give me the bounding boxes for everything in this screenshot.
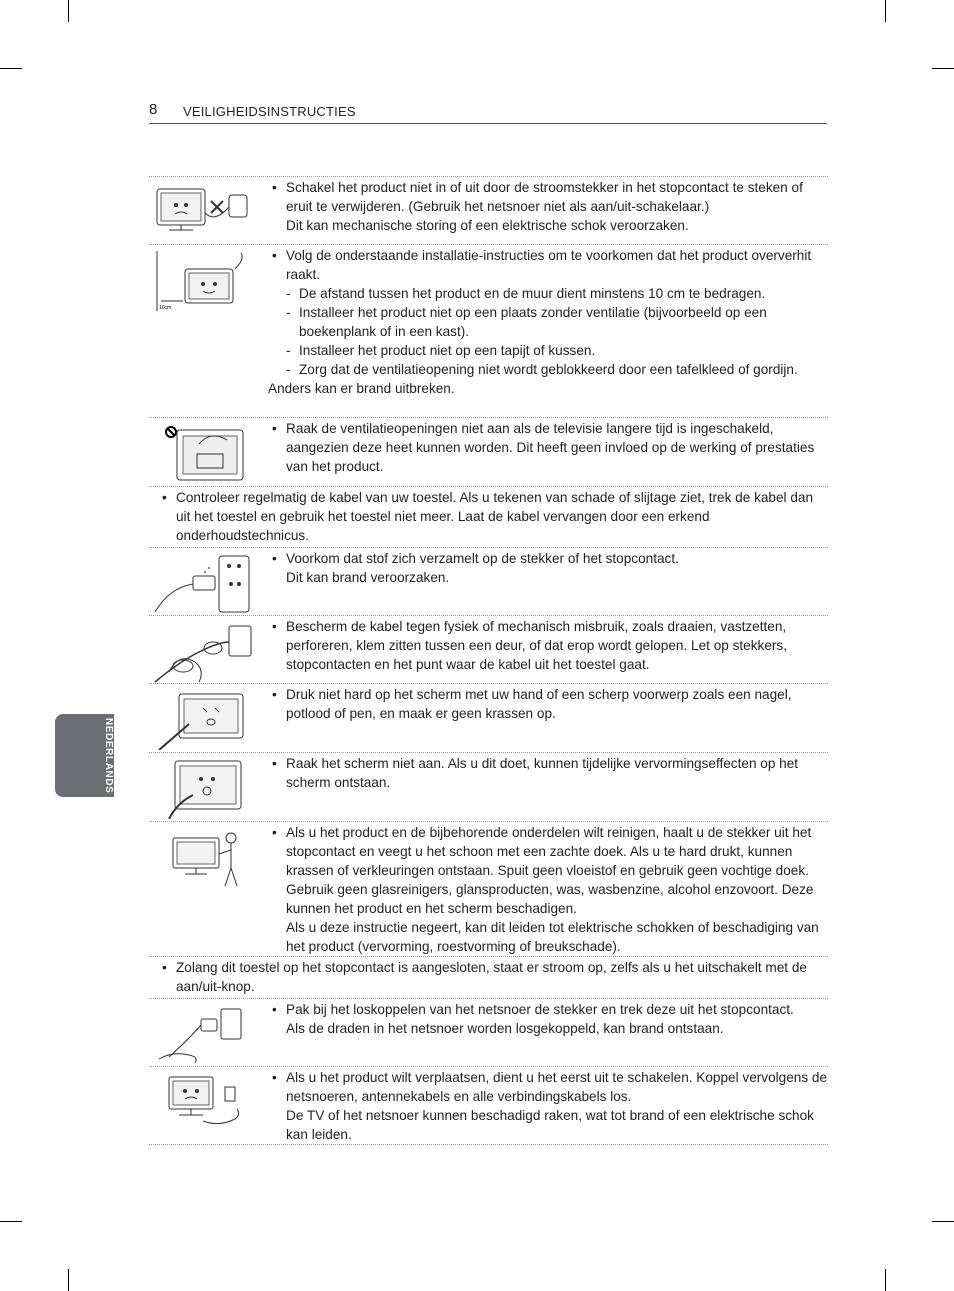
- instruction-row: [149, 547, 828, 615]
- tv-move-disconnect-icon: [149, 1067, 269, 1144]
- instruction-text: • Zolang dit toestel op het stopcontact is aangesloten, staat er stroom op, zelfs als u het uitschakelt met de aan/uit-knop.: [162, 958, 828, 996]
- page-header: [149, 101, 827, 124]
- page-number: 8: [149, 101, 158, 118]
- crop-mark: [885, 0, 886, 22]
- instruction-text: • Als u het product wilt verplaatsen, dient u het eerst uit te schakelen. Koppel vervolgens de netsnoeren, antennekabels en alle verbindingskabels los.: [272, 1068, 828, 1106]
- crop-mark: [68, 1269, 69, 1291]
- instruction-row: [149, 683, 828, 752]
- crop-mark: [885, 1269, 886, 1291]
- unplug-by-plug-icon: [149, 999, 269, 1066]
- crop-mark: [68, 0, 69, 22]
- instruction-note: Dit kan mechanische storing of een elektrische schok veroorzaken.: [286, 218, 689, 233]
- sub-item: - De afstand tussen het product en de muur dient minstens 10 cm te bedragen.: [272, 284, 828, 303]
- instruction-row: [149, 752, 828, 821]
- section-title: VEILIGHEIDSINSTRUCTIES: [183, 104, 356, 119]
- instruction-text: • Raak het scherm niet aan. Als u dit doet, kunnen tijdelijke vervormingseffecten op het scherm ontstaan.: [272, 754, 828, 792]
- instruction-text: • Controleer regelmatig de kabel van uw toestel. Als u tekenen van schade of slijtage ziet, trek de kabel dan uit het toestel en gebruik het toestel niet meer. Laat de kabel vervangen door een erkend onderhoudstechnicus.: [162, 488, 828, 545]
- plug-dust-icon: [149, 548, 269, 615]
- instruction-text: • Als u het product en de bijbehorende onderdelen wilt reinigen, haalt u de stekker uit het stopcontact en veegt u het schoon met een zachte doek. Als u te hard drukt, kunnen krassen of verkleuringen ontstaan. Spuit geen vloeistof en gebruik geen vochtige doek. Gebruik geen glasreinigers, glansproducten, was, wasbenzine, alcohol enzovoort. Deze kunnen het product en het scherm beschadigen.: [272, 823, 828, 918]
- crop-mark: [932, 68, 954, 69]
- cable-damage-icon: [149, 616, 269, 683]
- instruction-row: [149, 176, 828, 244]
- instruction-row: [149, 1066, 828, 1145]
- tv-unplug-icon: [149, 177, 269, 244]
- crop-mark: [932, 1221, 954, 1222]
- safety-instructions-list: [149, 176, 828, 1145]
- instruction-text: • Bescherm de kabel tegen fysiek of mechanisch misbruik, zoals draaien, vastzetten, perforeren, klem zitten tussen een deur, of dat erop wordt gelopen. Let op stekkers, stopcontacten en het punt waar de kabel uit het toestel gaat.: [272, 617, 828, 674]
- instruction-row: [149, 244, 828, 417]
- tv-wall-distance-icon: [149, 245, 269, 417]
- instruction-text: • Volg de onderstaande installatie-instructies om te voorkomen dat het product oververhit raakt.: [272, 246, 828, 284]
- crop-mark: [0, 1221, 22, 1222]
- instruction-row: [149, 417, 828, 486]
- tv-cleaning-icon: [149, 822, 269, 956]
- instruction-note: De TV of het netsnoer kunnen beschadigd raken, wat tot brand of een elektrische schok kan leiden.: [286, 1108, 814, 1142]
- language-tab: [55, 714, 114, 797]
- instruction-row: [149, 615, 828, 683]
- instruction-text: • Druk niet hard op het scherm met uw hand of een scherp voorwerp zoals een nagel, potlood of pen, en maak er geen krassen op.: [272, 685, 828, 723]
- language-tab-label: NEDERLANDS: [103, 718, 114, 794]
- screen-press-icon: [149, 684, 269, 752]
- instruction-row: [149, 998, 828, 1066]
- instruction-text: • Pak bij het loskoppelen van het netsnoer de stekker en trek deze uit het stopcontact.: [272, 1000, 828, 1019]
- instruction-row: [149, 956, 828, 998]
- instruction-text: • Raak de ventilatieopeningen niet aan als de televisie langere tijd is ingeschakeld, aangezien deze heet kunnen worden. Dit heeft geen invloed op de werking of prestaties van het product.: [272, 419, 828, 476]
- crop-mark: [0, 68, 22, 69]
- instruction-note: Als de draden in het netsnoer worden losgekoppeld, kan brand ontstaan.: [286, 1021, 724, 1036]
- instruction-note: Dit kan brand veroorzaken.: [286, 570, 450, 585]
- distance-label: 10cm: [159, 305, 172, 311]
- tv-vent-no-touch-icon: [149, 418, 269, 486]
- instruction-footer: Anders kan er brand uitbreken.: [268, 381, 455, 396]
- instruction-row: [149, 821, 828, 956]
- sub-item: - Installeer het product niet op een tapijt of kussen.: [272, 341, 828, 360]
- screen-touch-icon: [149, 753, 269, 821]
- instruction-text: • Voorkom dat stof zich verzamelt op de stekker of het stopcontact.: [272, 549, 828, 568]
- instruction-note: Als u deze instructie negeert, kan dit leiden tot elektrische schokken of beschadiging van het product (vervorming, roestvorming of breukschade).: [286, 920, 819, 954]
- sub-item: - Installeer het product niet op een plaats zonder ventilatie (bijvoorbeeld op een boekenplank of in een kast).: [272, 303, 828, 341]
- sub-item: - Zorg dat de ventilatieopening niet wordt geblokkeerd door een tafelkleed of gordijn.: [272, 360, 828, 379]
- instruction-row: [149, 486, 828, 547]
- instruction-text: • Schakel het product niet in of uit door de stroomstekker in het stopcontact te steken of eruit te verwijderen. (Gebruik het netsnoer niet als aan/uit-schakelaar.): [272, 178, 828, 216]
